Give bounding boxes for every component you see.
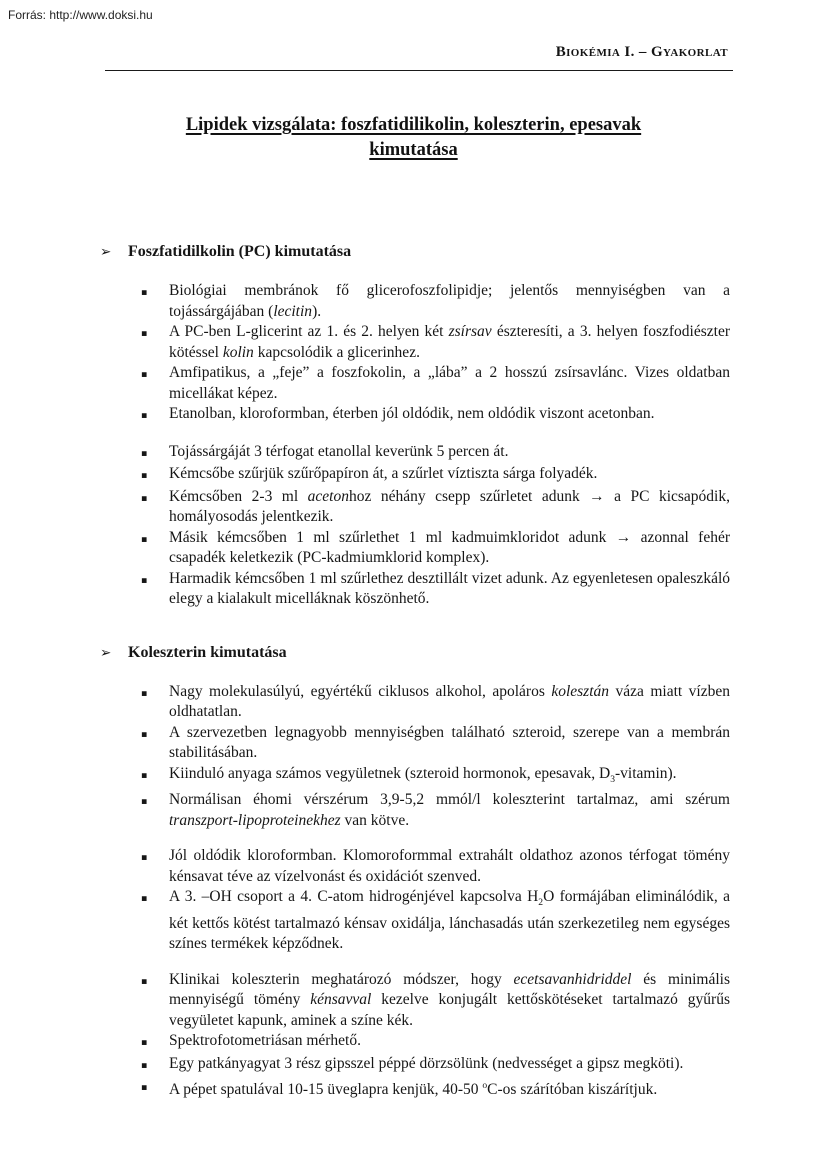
text-fragment-sub: 2: [538, 897, 544, 909]
bullet-item: [100, 281, 730, 322]
text-fragment-i: kolin: [222, 343, 254, 361]
square-bullet-icon: ▪: [141, 533, 148, 545]
square-bullet-icon: ▪: [141, 492, 148, 504]
section: [100, 241, 730, 610]
square-bullet-icon: ▪: [141, 410, 148, 421]
bullet-item: [100, 404, 730, 427]
bullet-text: A szervezetben legnagyobb mennyiségben található szteroid, szerepe van a membrán stabilitásában.: [169, 723, 730, 761]
square-bullet-icon: ▪: [141, 796, 148, 808]
bullet-item: [100, 764, 730, 791]
bullet-text: Klinikai koleszterin meghatározó módszer, hogy ecetsavanhidriddel és minimális mennyiségű tömény kénsavval kezelve konjugált kettőskötéseket tartalmazó gyűrűs vegyületet kapunk, aminek a színe kék.: [169, 970, 730, 1029]
bullet-item: [100, 887, 730, 955]
square-bullet-icon: ▪: [141, 728, 148, 740]
bullet-text: Tojássárgáját 3 térfogat etanollal keverünk 5 percen át.: [169, 442, 509, 460]
header-rule: [105, 70, 733, 71]
square-bullet-icon: ▪: [141, 975, 148, 987]
bullet-item: [100, 464, 730, 487]
bullet-item: [100, 442, 730, 465]
bullet-text: Kémcsőbe szűrjük szűrőpapíron át, a szűrlet víztiszta sárga folyadék.: [169, 465, 598, 482]
section-heading: [100, 241, 730, 263]
square-bullet-icon: ▪: [141, 470, 148, 481]
square-bullet-icon: ▪: [141, 1082, 148, 1094]
sections-container: [100, 241, 730, 1101]
bullet-text: A 3. –OH csoport a 4. C-atom hidrogénjével kapcsolva $H_2O$ formájában eliminálódik, a két kettős kötést tartalmazó kénsav oxidálja, lánchasadás után szerkezetileg nem egységes színes termékek képződnek.: [169, 888, 730, 953]
square-bullet-icon: ▪: [141, 328, 148, 339]
bullet-groups: [100, 682, 730, 1101]
bullet-item: [100, 487, 730, 528]
square-bullet-icon: ▪: [141, 687, 148, 699]
bullet-item: [100, 569, 730, 610]
bullet-text: Normálisan éhomi vérszérum 3,9-5,2 mmól/l koleszterint tartalmaz, ami szérum transzport-lipoproteinekhez van kötve.: [169, 791, 730, 829]
text-fragment-i: zsírsav: [448, 323, 492, 340]
text-fragment-sup: o: [482, 1080, 488, 1092]
text-fragment-i: ecetsavanhidriddel: [513, 970, 632, 988]
bullet-text: Kémcsőben 2-3 ml acetonhoz néhány csepp szűrletet adunk → a PC kicsapódik, homályosodás jelentkezik.: [169, 487, 730, 525]
page-title: [0, 113, 827, 163]
bullet-group: [100, 281, 730, 427]
bullet-text: Biológiai membránok fő glicerofoszfolipidje; jelentős mennyiségben van a tojássárgájában (lecitin).: [169, 282, 730, 320]
bullet-text: Nagy molekulasúlyú, egyértékű ciklusos alkohol, apoláros kolesztán váza miatt vízben oldhatatlan.: [169, 682, 730, 720]
bullet-group: [100, 846, 730, 955]
bullet-item: [100, 528, 730, 569]
text-fragment-i: kénsavval: [310, 991, 372, 1009]
page-title-line1: Lipidek vizsgálata: foszfatidilikolin, koleszterin, epesavak: [185, 115, 642, 135]
arrow-bullet-icon: ➢: [100, 244, 112, 260]
square-bullet-icon: ▪: [141, 287, 148, 298]
square-bullet-icon: ▪: [141, 574, 148, 586]
bullet-text: Egy patkányagyat 3 rész gipsszel péppé dörzsölünk (nedvességet a gipsz megköti).: [169, 1054, 684, 1072]
bullet-text: Kiinduló anyaga számos vegyületnek (szteroid hormonok, epesavak, $D_3-vitamin$).: [169, 764, 677, 785]
bullet-text: Harmadik kémcsőben 1 ml szűrlethez desztillált vizet adunk. Az egyenletesen opaleszkáló elegy a kialakult micelláknak köszönhető.: [169, 569, 730, 607]
section-heading: [100, 642, 730, 664]
square-bullet-icon: ▪: [141, 369, 148, 380]
bullet-item: [100, 363, 730, 404]
bullet-text: Spektrofotometriásan mérhető.: [169, 1032, 361, 1050]
square-bullet-icon: ▪: [141, 893, 148, 905]
bullet-text: A PC-ben L-glicerint az 1. és 2. helyen két zsírsav észteresíti, a 3. helyen foszfodiészter kötéssel kolin kapcsolódik a glicerinhez.: [169, 323, 730, 361]
text-fragment-i: transzport-lipoproteinekhez: [169, 811, 341, 829]
bullet-text: Amfipatikus, a „feje” a foszfokolin, a „lába” a 2 hosszú zsírsavlánc. Vizes oldatban micellákat képez.: [169, 364, 730, 402]
course-header: Biokémia I. – Gyakorlat: [555, 44, 728, 60]
bullet-item: [100, 1031, 730, 1054]
bullet-text: Jól oldódik kloroformban. Klomoroformmal extrahált oldathoz azonos térfogat tömény kénsavat téve az vízelvonást és oxidációt szenved.: [169, 847, 730, 885]
bullet-text: Etanolban, kloroformban, éterben jól oldódik, nem oldódik viszont acetonban.: [169, 405, 655, 422]
bullet-item: [100, 322, 730, 363]
text-fragment-i: kolesztán: [551, 682, 610, 700]
square-bullet-icon: ▪: [141, 769, 148, 781]
bullet-text: A pépet spatulával 10-15 üveglapra kenjük, 40-50 $^o$C-os szárítóban kiszárítjuk.: [169, 1080, 658, 1099]
bullet-group: [100, 970, 730, 1101]
section-heading-text: Koleszterin kimutatása: [128, 643, 287, 661]
page-title-line2: kimutatása: [369, 140, 458, 160]
text-fragment-i: aceton: [307, 487, 349, 505]
arrow-bullet-icon: ➢: [100, 644, 112, 661]
bullet-group: [100, 442, 730, 610]
text-fragment-i: lecitin: [273, 302, 313, 320]
bullet-item: [100, 1076, 730, 1101]
bullet-text: Másik kémcsőben 1 ml szűrlethet 1 ml kadmuimkloridot adunk → azonnal fehér csapadék keletkezik (PC-kadmiumklorid komplex).: [169, 528, 730, 566]
bullet-item: [100, 846, 730, 887]
bullet-item: [100, 790, 730, 831]
square-bullet-icon: ▪: [141, 1059, 148, 1071]
square-bullet-icon: ▪: [141, 852, 148, 864]
bullet-groups: [100, 281, 730, 610]
text-fragment-sub: 3: [610, 773, 615, 785]
bullet-item: [100, 1054, 730, 1077]
source-watermark: Forrás: http://www.doksi.hu: [8, 8, 153, 22]
bullet-item: [100, 970, 730, 1032]
bullet-group: [100, 682, 730, 832]
section-heading-text: Foszfatidilkolin (PC) kimutatása: [128, 243, 352, 260]
bullet-item: [100, 723, 730, 764]
bullet-item: [100, 682, 730, 723]
square-bullet-icon: ▪: [141, 447, 148, 459]
square-bullet-icon: ▪: [141, 1037, 148, 1049]
section: [100, 642, 730, 1101]
